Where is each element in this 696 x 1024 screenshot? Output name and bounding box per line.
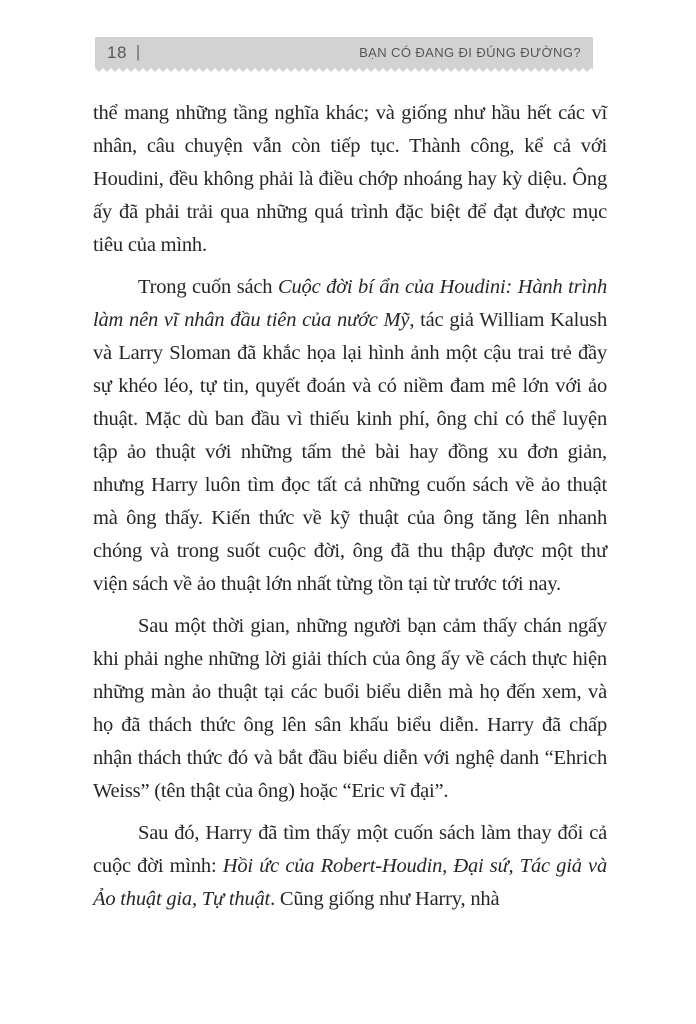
text-segment: Trong cuốn sách: [138, 276, 278, 298]
text-segment: Sau một thời gian, những người bạn cảm thấy chán ngấy khi phải nghe những lời giải thích của ông ấy về cách thực hiện những màn ảo thuật tại các buổi biểu diễn mà họ đến xem, và họ đã thách thức ông lên sân khấu biểu diễn. Harry đã chấp nhận thách thức đó và bắt đầu biểu diễn với nghệ danh “Ehrich Weiss” (tên thật của ông) hoặc “Eric vĩ đại”.: [93, 615, 607, 802]
book-title-italic: Hồi ức của Robert-Houdin, Đại sứ, Tác giả và Ảo thuật gia, Tự thuật: [93, 855, 607, 910]
page-body: [93, 97, 607, 925]
running-title: BẠN CÓ ĐANG ĐI ĐÚNG ĐƯỜNG?: [359, 45, 581, 60]
paragraph: [93, 271, 607, 601]
text-segment: thể mang những tầng nghĩa khác; và giống như hầu hết các vĩ nhân, câu chuyện vẫn còn tiếp tục. Thành công, kể cả với Houdini, đều không phải là điều chớp nhoáng hay kỳ diệu. Ông ấy đã phải trải qua những quá trình đặc biệt để đạt được mục tiêu của mình.: [93, 102, 607, 256]
page-number-group: [107, 43, 140, 63]
header-separator: |: [135, 41, 141, 61]
text-segment: , tác giả William Kalush và Larry Sloman đã khắc họa lại hình ảnh một cậu trai trẻ đầy sự khéo léo, tự tin, quyết đoán và có niềm đam mê lớn với ảo thuật. Mặc dù ban đầu vì thiếu kinh phí, ông chỉ có thể luyện tập ảo thuật với những tấm thẻ bài hay đồng xu đơn giản, nhưng Harry luôn tìm đọc tất cả những cuốn sách về ảo thuật mà ông thấy. Kiến thức về kỹ thuật của ông tăng lên nhanh chóng và trong suốt cuộc đời, ông đã thu thập được một thư viện sách về ảo thuật lớn nhất từng tồn tại từ trước tới nay.: [93, 309, 607, 595]
running-header-bar: [95, 37, 593, 68]
page-number: 18: [107, 42, 127, 62]
book-title-italic: Cuộc đời bí ẩn của Houdini: Hành trình làm nên vĩ nhân đầu tiên của nước Mỹ: [93, 276, 607, 331]
header-sawtooth-edge: [95, 68, 593, 72]
text-segment: . Cũng giống như Harry, nhà: [270, 888, 500, 910]
paragraph: [93, 97, 607, 262]
text-segment: Sau đó, Harry đã tìm thấy một cuốn sách làm thay đổi cả cuộc đời mình:: [93, 822, 607, 877]
paragraph: [93, 610, 607, 808]
running-header: [95, 37, 593, 72]
paragraph: [93, 817, 607, 916]
